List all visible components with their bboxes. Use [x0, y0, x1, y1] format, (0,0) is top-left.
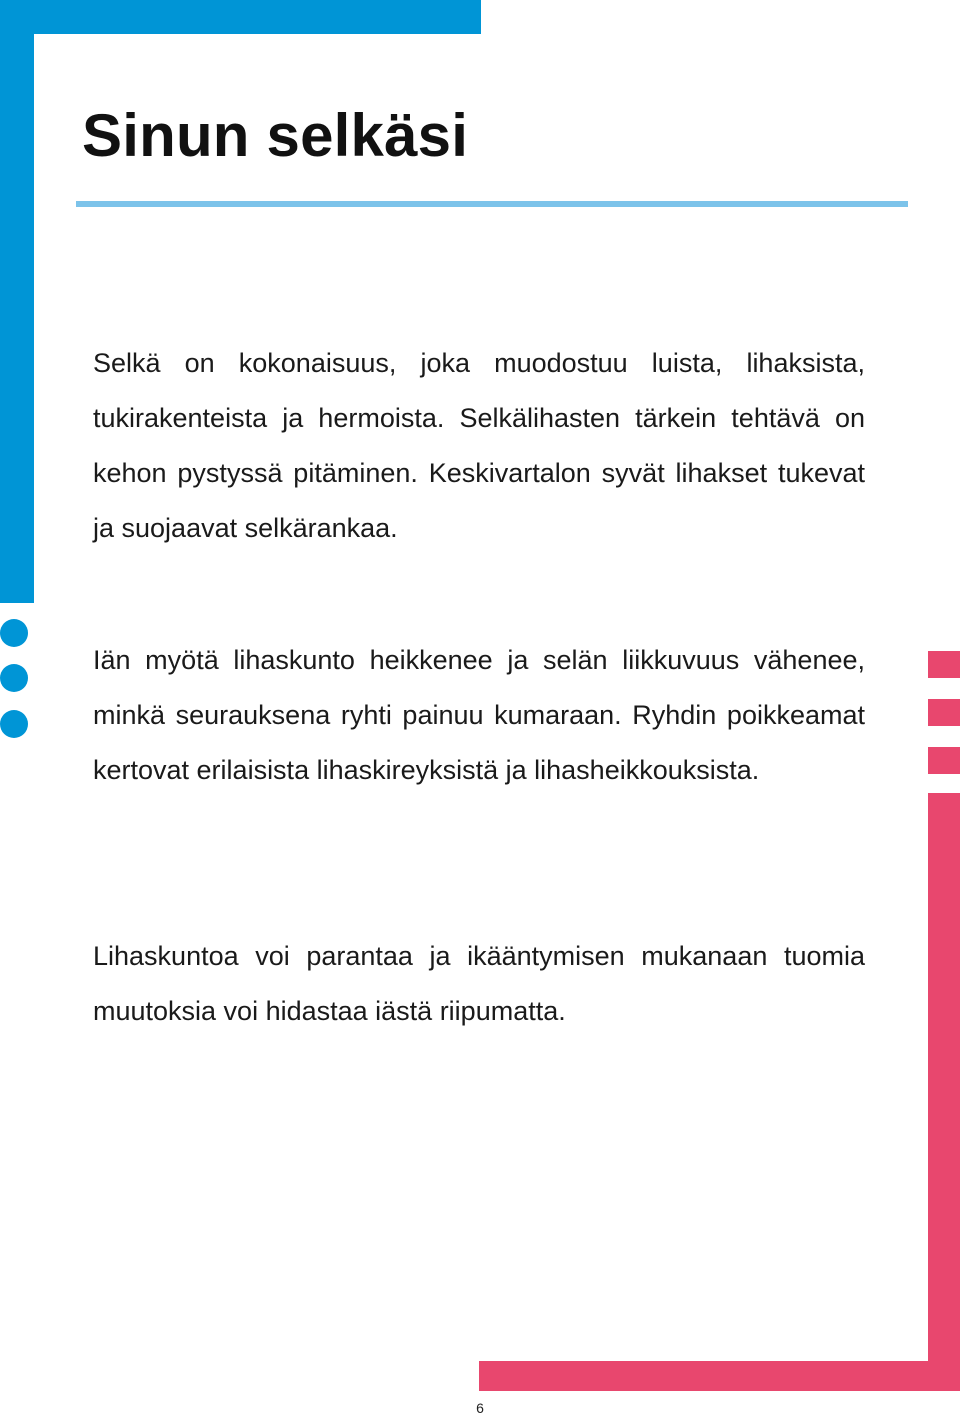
pink-square-decoration: [928, 651, 960, 678]
page-number: 6: [476, 1400, 484, 1416]
blue-frame-left-bar: [0, 0, 34, 603]
blue-frame-top-bar: [0, 0, 481, 34]
title-underline-rule: [76, 201, 908, 207]
pink-square-decoration: [928, 747, 960, 774]
pink-frame-bottom-bar: [479, 1361, 960, 1391]
page-title: Sinun selkäsi: [82, 102, 469, 169]
paragraph-aging-posture: Iän myötä lihaskunto heikkenee ja selän liikkuvuus vähenee, minkä seurauksena ryhti painuu kumaraan. Ryhdin poikkeamat kertovat erilaisista lihaskireyksistä ja lihasheikkouksista.: [93, 645, 865, 785]
blue-dot-decoration: [0, 710, 28, 738]
paragraph-improve-fitness: Lihaskuntoa voi parantaa ja ikääntymisen mukanaan tuomia muutoksia voi hidastaa iästä riipumatta.: [93, 941, 865, 1026]
pink-frame-right-bar: [928, 793, 960, 1391]
pink-square-decoration: [928, 699, 960, 726]
paragraph-back-structure: Selkä on kokonaisuus, joka muodostuu luista, lihaksista, tukirakenteista ja hermoista. Selkälihasten tärkein tehtävä on kehon pystyssä pitäminen. Keskivartalon syvät lihakset tukevat ja suojaavat selkärankaa.: [93, 348, 865, 543]
blue-dot-decoration: [0, 619, 28, 647]
blue-dot-decoration: [0, 664, 28, 692]
